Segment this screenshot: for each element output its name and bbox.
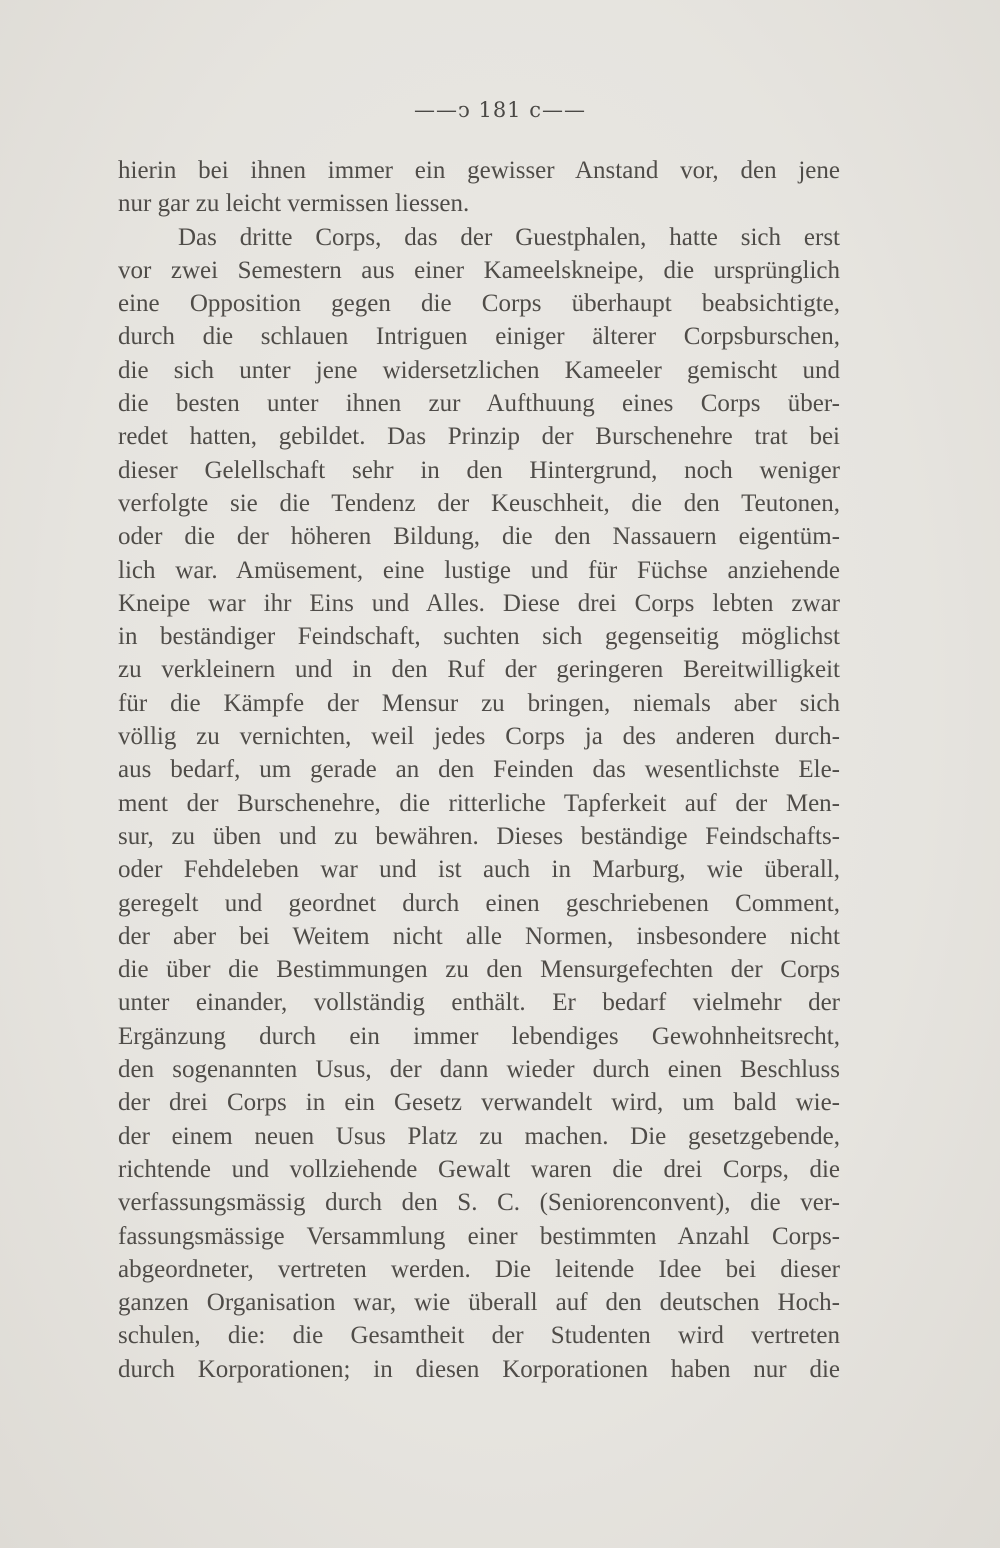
- text-line: lich war. Amüsement, eine lustige und für Füchse anziehende: [118, 556, 840, 584]
- text-line: den sogenannten Usus, der dann wieder durch einen Beschluss: [118, 1056, 840, 1084]
- text-line: vor zwei Semestern aus einer Kameelskneipe, die ursprünglich: [118, 256, 840, 284]
- text-line: oder Fehdeleben war und ist auch in Marburg, wie überall,: [118, 856, 840, 884]
- text-line: die sich unter jene widersetzlichen Kameeler gemischt und: [118, 356, 840, 384]
- text-line: ganzen Organisation war, wie überall auf den deutschen Hoch-: [118, 1289, 840, 1317]
- text-line: fassungsmässige Versammlung einer bestimmten Anzahl Corps-: [118, 1222, 840, 1250]
- text-line: durch die schlauen Intriguen einiger älterer Corpsburschen,: [118, 323, 840, 351]
- text-line: richtende und vollziehende Gewalt waren die drei Corps, die: [118, 1155, 840, 1183]
- text-line: oder die der höheren Bildung, die den Nassauern eigentüm-: [118, 523, 840, 551]
- text-line: abgeordneter, vertreten werden. Die leitende Idee bei dieser: [118, 1255, 840, 1283]
- text-line: redet hatten, gebildet. Das Prinzip der Burschenehre trat bei: [118, 423, 840, 451]
- text-line: der einem neuen Usus Platz zu machen. Die gesetzgebende,: [118, 1122, 840, 1150]
- text-line: für die Kämpfe der Mensur zu bringen, niemals aber sich: [118, 689, 840, 717]
- text-line: schulen, die: die Gesamtheit der Studenten wird vertreten: [118, 1322, 840, 1350]
- text-line: Das dritte Corps, das der Guestphalen, hatte sich erst: [178, 223, 840, 251]
- page-number-header: ——ↄ 181 c——: [414, 98, 586, 122]
- text-line: geregelt und geordnet durch einen geschriebenen Comment,: [118, 889, 840, 917]
- text-line: verfolgte sie die Tendenz der Keuschheit, die den Teutonen,: [118, 489, 840, 517]
- text-line: Kneipe war ihr Eins und Alles. Diese drei Corps lebten zwar: [118, 589, 840, 617]
- text-line: in beständiger Feindschaft, suchten sich gegenseitig möglichst: [118, 623, 840, 651]
- text-line: verfassungsmässig durch den S. C. (Seniorenconvent), die ver-: [118, 1189, 840, 1217]
- text-line: dieser Gelellschaft sehr in den Hintergrund, noch weniger: [118, 456, 840, 484]
- text-line: der aber bei Weitem nicht alle Normen, insbesondere nicht: [118, 922, 840, 950]
- text-line: aus bedarf, um gerade an den Feinden das wesentlichste Ele-: [118, 756, 840, 784]
- text-line: Ergänzung durch ein immer lebendiges Gewohnheitsrecht,: [118, 1022, 840, 1050]
- text-line: die über die Bestimmungen zu den Mensurgefechten der Corps: [118, 956, 840, 984]
- text-line: hierin bei ihnen immer ein gewisser Anstand vor, den jene: [118, 157, 840, 184]
- text-line: eine Opposition gegen die Corps überhaupt beabsichtigte,: [118, 290, 840, 318]
- text-line: unter einander, vollständig enthält. Er bedarf vielmehr der: [118, 989, 840, 1017]
- body-text: [118, 154, 840, 1386]
- text-line: zu verkleinern und in den Ruf der geringeren Bereitwilligkeit: [118, 656, 840, 684]
- text-line: nur gar zu leicht vermissen liessen.: [118, 190, 470, 218]
- text-line: die besten unter ihnen zur Aufthuung eines Corps über-: [118, 390, 840, 418]
- text-line: durch Korporationen; in diesen Korporationen haben nur die: [118, 1355, 840, 1383]
- text-line: völlig zu vernichten, weil jedes Corps ja des anderen durch-: [118, 723, 840, 751]
- text-line: der drei Corps in ein Gesetz verwandelt wird, um bald wie-: [118, 1089, 840, 1117]
- text-line: ment der Burschenehre, die ritterliche Tapferkeit auf der Men-: [118, 789, 840, 817]
- text-line: sur, zu üben und zu bewähren. Dieses beständige Feindschafts-: [118, 822, 840, 850]
